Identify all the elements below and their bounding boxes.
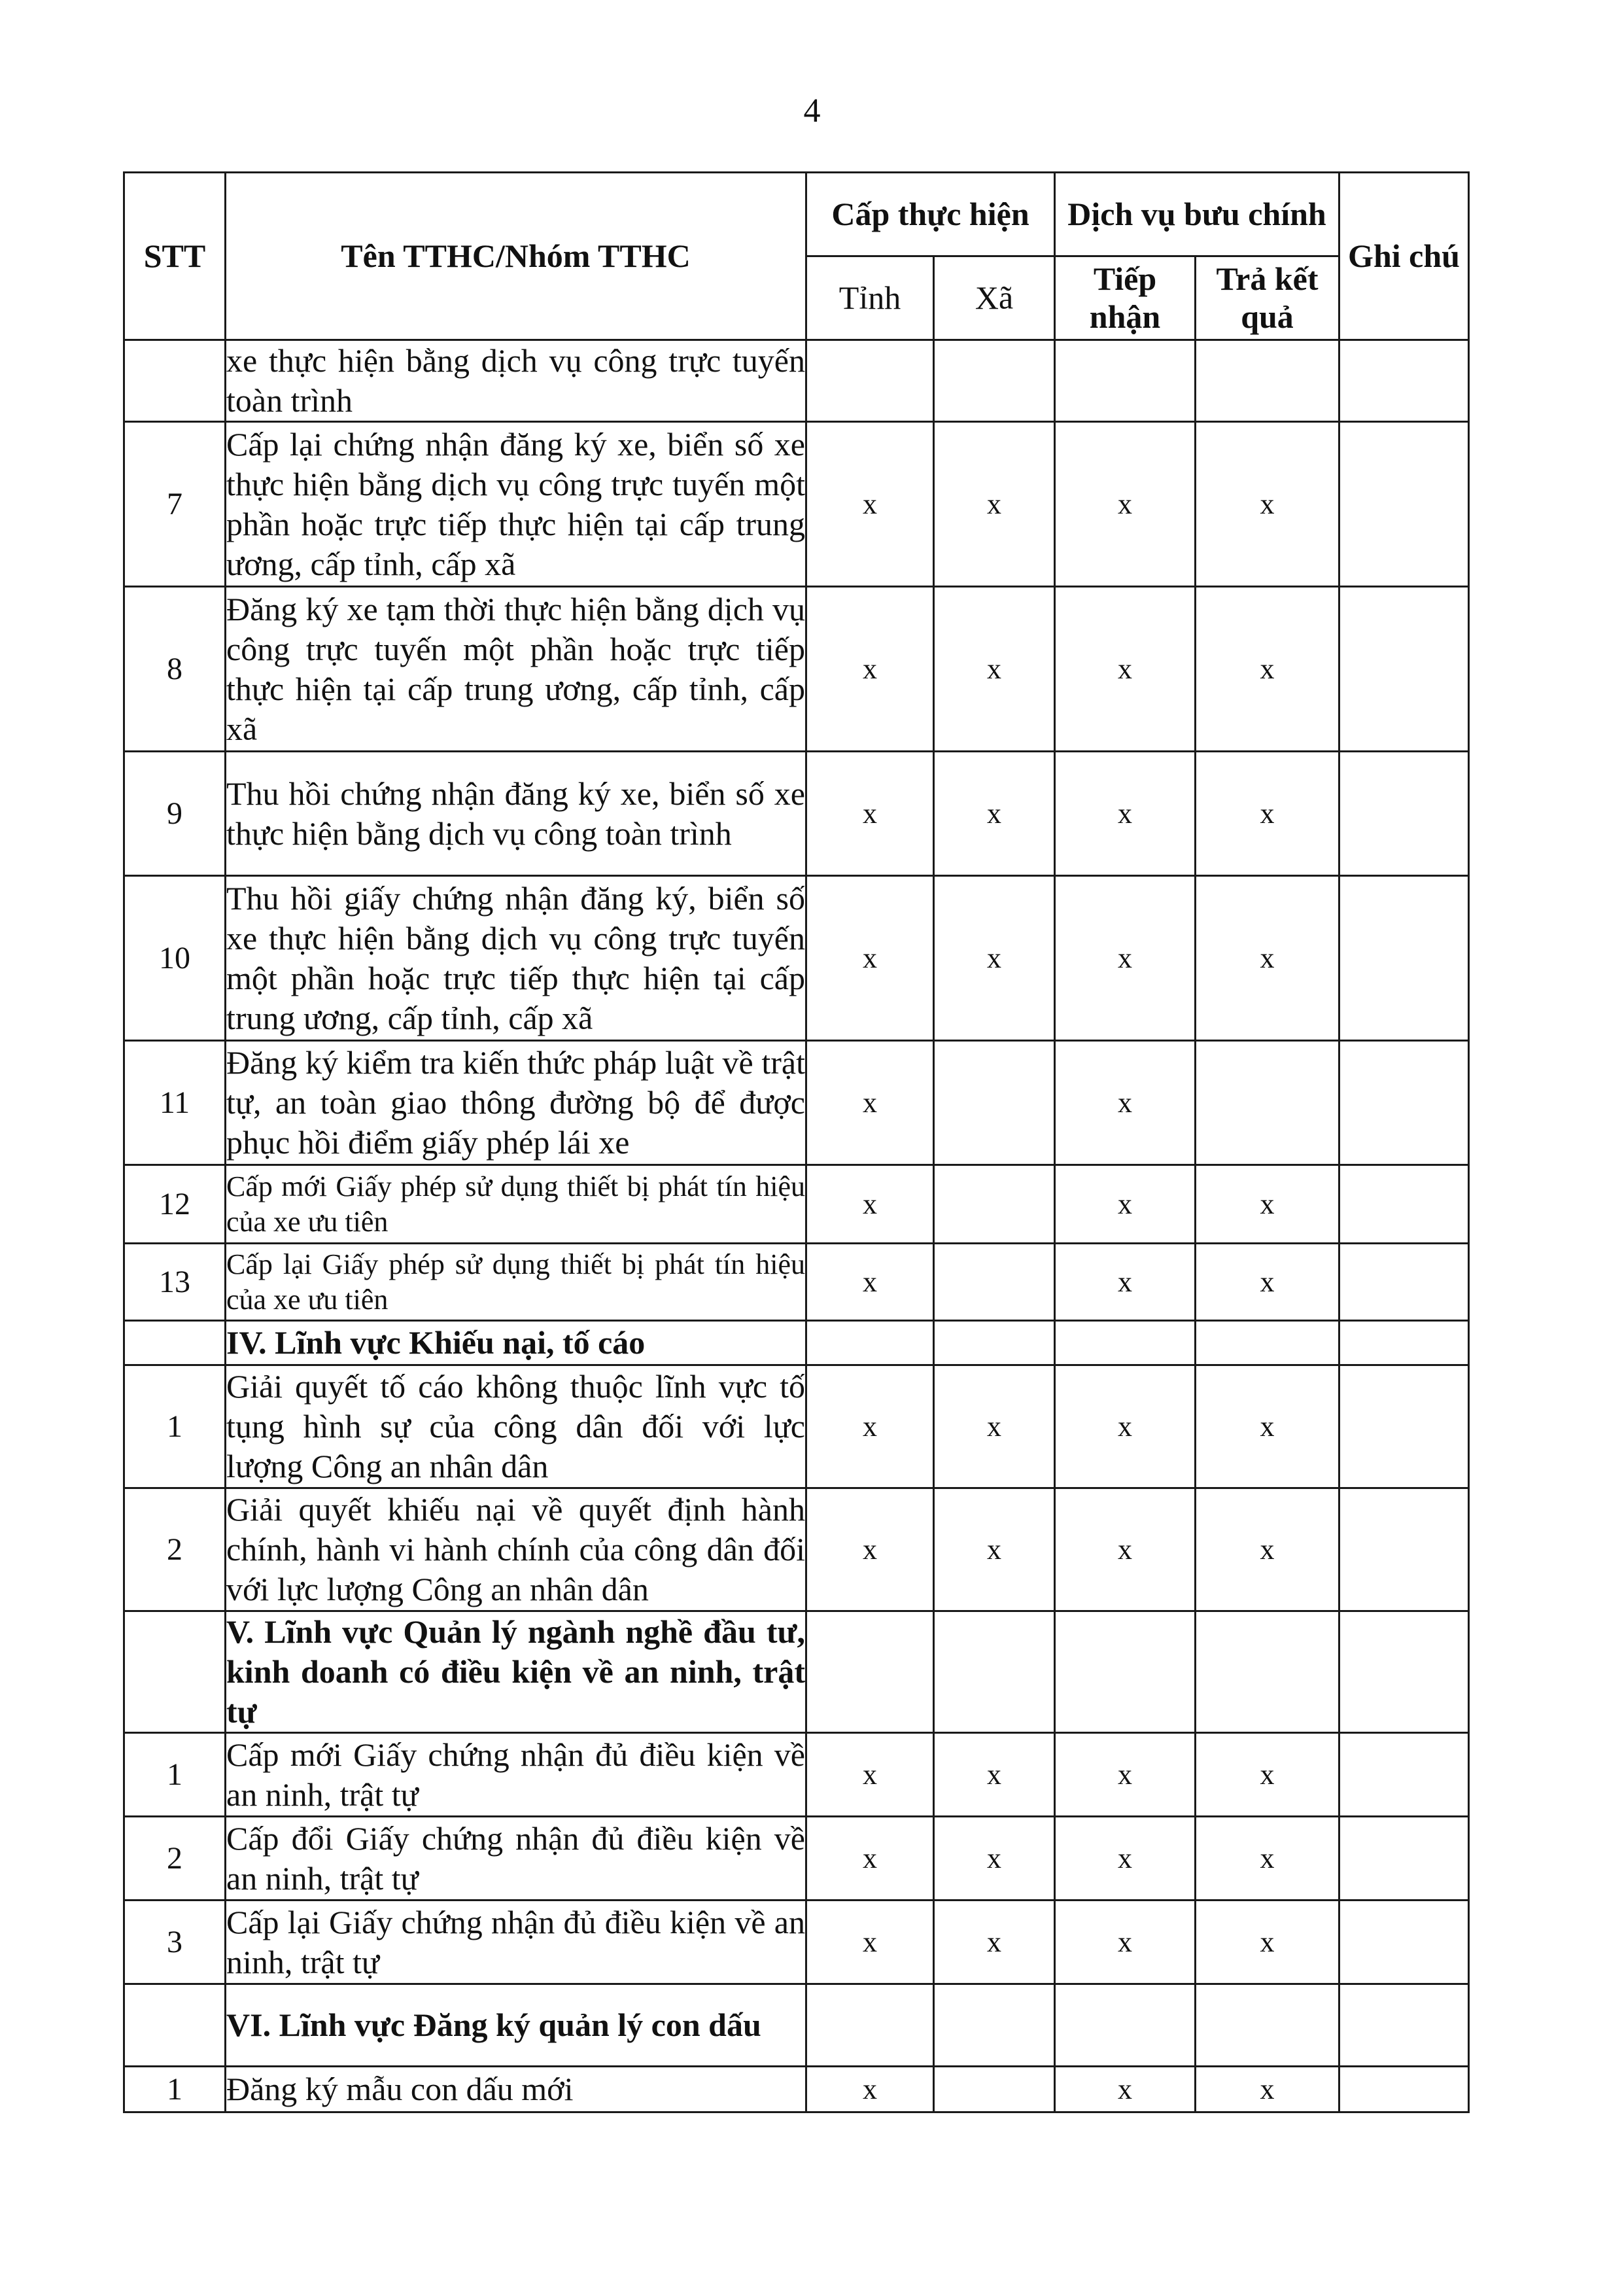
tra-ket-qua-mark: x	[1196, 1365, 1339, 1488]
section-row	[124, 1611, 1469, 1733]
header-tiep-nhan: Tiếp nhận	[1055, 256, 1196, 340]
xa-mark	[934, 2067, 1055, 2112]
stt-cell	[124, 1321, 226, 1365]
tiep-nhan-mark: x	[1055, 1365, 1196, 1488]
tinh-mark: x	[806, 1365, 934, 1488]
ghi-chu-cell	[1339, 876, 1469, 1041]
ghi-chu-cell	[1339, 1901, 1469, 1984]
table-row	[124, 1041, 1469, 1165]
tinh-mark: x	[806, 1041, 934, 1165]
tinh-mark: x	[806, 1488, 934, 1611]
tinh-mark: x	[806, 1733, 934, 1817]
tinh-mark: x	[806, 1244, 934, 1321]
tra-ket-qua-mark	[1196, 1321, 1339, 1365]
stt-cell	[124, 340, 226, 422]
header-dich-vu-buu-chinh: Dịch vụ bưu chính	[1055, 173, 1339, 256]
xa-mark	[934, 1984, 1055, 2067]
stt-cell	[124, 1611, 226, 1733]
xa-mark	[934, 1165, 1055, 1244]
stt-cell: 9	[124, 752, 226, 876]
ghi-chu-cell	[1339, 1244, 1469, 1321]
tiep-nhan-mark: x	[1055, 1901, 1196, 1984]
tra-ket-qua-mark: x	[1196, 2067, 1339, 2112]
tiep-nhan-mark: x	[1055, 1041, 1196, 1165]
stt-cell: 10	[124, 876, 226, 1041]
header-tinh: Tỉnh	[806, 256, 934, 340]
ghi-chu-cell	[1339, 1611, 1469, 1733]
xa-mark: x	[934, 752, 1055, 876]
name-cell: Thu hồi giấy chứng nhận đăng ký, biển số xe thực hiện bằng dịch vụ công trực tuyến một phần hoặc trực tiếp thực hiện tại cấp trung ương, cấp tỉnh, cấp xã	[226, 876, 806, 1041]
ghi-chu-cell	[1339, 1365, 1469, 1488]
table-row	[124, 2067, 1469, 2112]
tra-ket-qua-mark: x	[1196, 1244, 1339, 1321]
stt-cell: 12	[124, 1165, 226, 1244]
tinh-mark	[806, 1984, 934, 2067]
tinh-mark	[806, 1611, 934, 1733]
tinh-mark: x	[806, 2067, 934, 2112]
name-cell: Cấp lại Giấy phép sử dụng thiết bị phát tín hiệu của xe ưu tiên	[226, 1244, 806, 1321]
tiep-nhan-mark	[1055, 1321, 1196, 1365]
header-ghi-chu: Ghi chú	[1339, 173, 1469, 340]
xa-mark	[934, 1244, 1055, 1321]
tiep-nhan-mark: x	[1055, 2067, 1196, 2112]
tinh-mark: x	[806, 1165, 934, 1244]
xa-mark: x	[934, 587, 1055, 752]
ghi-chu-cell	[1339, 1817, 1469, 1901]
xa-mark: x	[934, 1901, 1055, 1984]
tinh-mark: x	[806, 1901, 934, 1984]
name-cell: Đăng ký kiểm tra kiến thức pháp luật về trật tự, an toàn giao thông đường bộ để được phục hồi điểm giấy phép lái xe	[226, 1041, 806, 1165]
xa-mark	[934, 1321, 1055, 1365]
tra-ket-qua-mark: x	[1196, 1901, 1339, 1984]
tra-ket-qua-mark	[1196, 1984, 1339, 2067]
stt-cell: 11	[124, 1041, 226, 1165]
tiep-nhan-mark: x	[1055, 1488, 1196, 1611]
section-row	[124, 1321, 1469, 1365]
stt-cell: 7	[124, 422, 226, 587]
header-stt: STT	[124, 173, 226, 340]
name-cell: Giải quyết tố cáo không thuộc lĩnh vực tố tụng hình sự của công dân đối với lực lượng Công an nhân dân	[226, 1365, 806, 1488]
table-row	[124, 1488, 1469, 1611]
ghi-chu-cell	[1339, 1041, 1469, 1165]
table-body	[124, 340, 1469, 2112]
xa-mark: x	[934, 1817, 1055, 1901]
tra-ket-qua-mark: x	[1196, 1817, 1339, 1901]
tiep-nhan-mark: x	[1055, 1817, 1196, 1901]
ghi-chu-cell	[1339, 1321, 1469, 1365]
name-cell: xe thực hiện bằng dịch vụ công trực tuyến toàn trình	[226, 340, 806, 422]
ghi-chu-cell	[1339, 1984, 1469, 2067]
table-row	[124, 340, 1469, 422]
tiep-nhan-mark: x	[1055, 587, 1196, 752]
xa-mark: x	[934, 1488, 1055, 1611]
xa-mark	[934, 340, 1055, 422]
tra-ket-qua-mark	[1196, 1041, 1339, 1165]
name-cell: Cấp lại chứng nhận đăng ký xe, biển số xe thực hiện bằng dịch vụ công trực tuyến một phần hoặc trực tiếp thực hiện tại cấp trung ương, cấp tỉnh, cấp xã	[226, 422, 806, 587]
header-name: Tên TTHC/Nhóm TTHC	[226, 173, 806, 340]
stt-cell	[124, 1984, 226, 2067]
header-tra-ket-qua: Trả kết quả	[1196, 256, 1339, 340]
stt-cell: 1	[124, 1365, 226, 1488]
table-row	[124, 1165, 1469, 1244]
name-cell: VI. Lĩnh vực Đăng ký quản lý con dấu	[226, 1984, 806, 2067]
tinh-mark: x	[806, 876, 934, 1041]
stt-cell: 8	[124, 587, 226, 752]
name-cell: Cấp lại Giấy chứng nhận đủ điều kiện về an ninh, trật tự	[226, 1901, 806, 1984]
tra-ket-qua-mark: x	[1196, 876, 1339, 1041]
page-number: 4	[803, 92, 821, 130]
name-cell: Cấp mới Giấy phép sử dụng thiết bị phát tín hiệu của xe ưu tiên	[226, 1165, 806, 1244]
tiep-nhan-mark: x	[1055, 1733, 1196, 1817]
tiep-nhan-mark	[1055, 1611, 1196, 1733]
table-row	[124, 587, 1469, 752]
tiep-nhan-mark: x	[1055, 1244, 1196, 1321]
tra-ket-qua-mark: x	[1196, 752, 1339, 876]
ghi-chu-cell	[1339, 2067, 1469, 2112]
stt-cell: 2	[124, 1488, 226, 1611]
table-row	[124, 1244, 1469, 1321]
tra-ket-qua-mark: x	[1196, 1165, 1339, 1244]
tra-ket-qua-mark: x	[1196, 1733, 1339, 1817]
tinh-mark	[806, 1321, 934, 1365]
xa-mark	[934, 1041, 1055, 1165]
table-row	[124, 1365, 1469, 1488]
xa-mark	[934, 1611, 1055, 1733]
stt-cell: 13	[124, 1244, 226, 1321]
header-xa: Xã	[934, 256, 1055, 340]
tiep-nhan-mark	[1055, 1984, 1196, 2067]
procedures-table	[123, 171, 1470, 2113]
tiep-nhan-mark: x	[1055, 876, 1196, 1041]
tiep-nhan-mark: x	[1055, 422, 1196, 587]
tiep-nhan-mark	[1055, 340, 1196, 422]
tiep-nhan-mark: x	[1055, 752, 1196, 876]
table-row	[124, 422, 1469, 587]
tinh-mark: x	[806, 752, 934, 876]
table-row	[124, 752, 1469, 876]
name-cell: Đăng ký mẫu con dấu mới	[226, 2067, 806, 2112]
tinh-mark: x	[806, 422, 934, 587]
tiep-nhan-mark: x	[1055, 1165, 1196, 1244]
ghi-chu-cell	[1339, 340, 1469, 422]
tra-ket-qua-mark: x	[1196, 587, 1339, 752]
stt-cell: 1	[124, 2067, 226, 2112]
ghi-chu-cell	[1339, 1165, 1469, 1244]
ghi-chu-cell	[1339, 1488, 1469, 1611]
stt-cell: 3	[124, 1901, 226, 1984]
tra-ket-qua-mark: x	[1196, 1488, 1339, 1611]
table-row	[124, 1817, 1469, 1901]
name-cell: V. Lĩnh vực Quản lý ngành nghề đầu tư, kinh doanh có điều kiện về an ninh, trật tự	[226, 1611, 806, 1733]
name-cell: Cấp đổi Giấy chứng nhận đủ điều kiện về an ninh, trật tự	[226, 1817, 806, 1901]
name-cell: IV. Lĩnh vực Khiếu nại, tố cáo	[226, 1321, 806, 1365]
xa-mark: x	[934, 876, 1055, 1041]
ghi-chu-cell	[1339, 752, 1469, 876]
name-cell: Đăng ký xe tạm thời thực hiện bằng dịch vụ công trực tuyến một phần hoặc trực tiếp thực hiện tại cấp trung ương, cấp tỉnh, cấp xã	[226, 587, 806, 752]
header-cap-thuc-hien: Cấp thực hiện	[806, 173, 1055, 256]
ghi-chu-cell	[1339, 422, 1469, 587]
name-cell: Cấp mới Giấy chứng nhận đủ điều kiện về an ninh, trật tự	[226, 1733, 806, 1817]
table-row	[124, 1733, 1469, 1817]
xa-mark: x	[934, 422, 1055, 587]
ghi-chu-cell	[1339, 587, 1469, 752]
name-cell: Thu hồi chứng nhận đăng ký xe, biển số xe thực hiện bằng dịch vụ công toàn trình	[226, 752, 806, 876]
xa-mark: x	[934, 1733, 1055, 1817]
table-row	[124, 876, 1469, 1041]
tra-ket-qua-mark	[1196, 340, 1339, 422]
tra-ket-qua-mark: x	[1196, 422, 1339, 587]
tinh-mark: x	[806, 587, 934, 752]
tra-ket-qua-mark	[1196, 1611, 1339, 1733]
table-row	[124, 1901, 1469, 1984]
stt-cell: 2	[124, 1817, 226, 1901]
xa-mark: x	[934, 1365, 1055, 1488]
tinh-mark	[806, 340, 934, 422]
tinh-mark: x	[806, 1817, 934, 1901]
ghi-chu-cell	[1339, 1733, 1469, 1817]
stt-cell: 1	[124, 1733, 226, 1817]
section-row	[124, 1984, 1469, 2067]
name-cell: Giải quyết khiếu nại về quyết định hành chính, hành vi hành chính của công dân đối với lực lượng Công an nhân dân	[226, 1488, 806, 1611]
